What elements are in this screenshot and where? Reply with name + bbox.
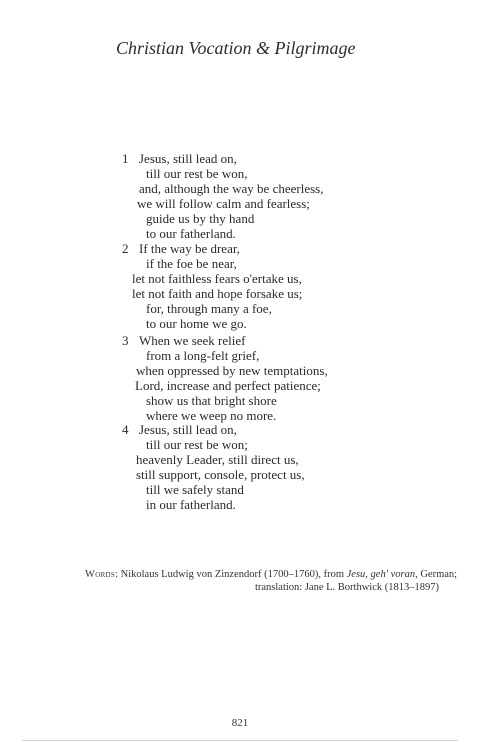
hymn-line: from a long-felt grief,	[146, 348, 260, 363]
hymn-line: where we weep no more.	[146, 408, 277, 423]
hymn-line: When we seek relief	[139, 333, 246, 348]
hymn-line: let not faith and hope forsake us;	[132, 286, 303, 301]
hymn-line: and, although the way be cheerless,	[139, 181, 324, 196]
stanza-number: 3	[122, 333, 129, 348]
hymn-line: Jesus, still lead on,	[139, 151, 237, 166]
hymn-line: when oppressed by new temptations,	[136, 363, 328, 378]
credit-text: , German;	[415, 569, 458, 580]
stanza-number: 2	[122, 241, 129, 256]
credit-text: : Nikolaus Ludwig von Zinzendorf (1700–1760), from	[115, 569, 347, 580]
hymn-line: Jesus, still lead on,	[139, 422, 237, 437]
hymn-line: to our home we go.	[146, 316, 247, 331]
hymn-line: If the way be drear,	[139, 241, 240, 256]
hymn-line: Lord, increase and perfect patience;	[135, 378, 321, 393]
hymn-line: show us that bright shore	[146, 393, 277, 408]
hymn-line: let not faithless fears o'ertake us,	[132, 271, 302, 286]
divider	[22, 740, 458, 741]
hymn-line: for, through many a foe,	[146, 301, 272, 316]
hymn-line: if the foe be near,	[146, 256, 237, 271]
hymn-line: till our rest be won;	[146, 437, 248, 452]
hymn-credit	[85, 568, 458, 594]
hymn-line: till we safely stand	[146, 482, 244, 497]
page-number: 821	[231, 717, 249, 729]
section-title: Christian Vocation & Pilgrimage	[116, 38, 356, 58]
hymn-line: still support, console, protect us,	[136, 467, 305, 482]
stanza-number: 4	[122, 422, 129, 437]
hymn-line: guide us by thy hand	[146, 211, 255, 226]
hymn-line: to our fatherland.	[146, 226, 236, 241]
translation-credit: translation: Jane L. Borthwick (1813–1897)	[254, 582, 439, 593]
credit-label: Words	[85, 569, 116, 580]
hymn-line: till our rest be won,	[146, 166, 248, 181]
hymn-line: heavenly Leader, still direct us,	[136, 452, 299, 467]
hymn-line: in our fatherland.	[146, 497, 236, 512]
source-title: Jesu, geh' voran	[346, 569, 416, 580]
hymn-line: we will follow calm and fearless;	[137, 196, 310, 211]
stanza-number: 1	[122, 151, 129, 166]
